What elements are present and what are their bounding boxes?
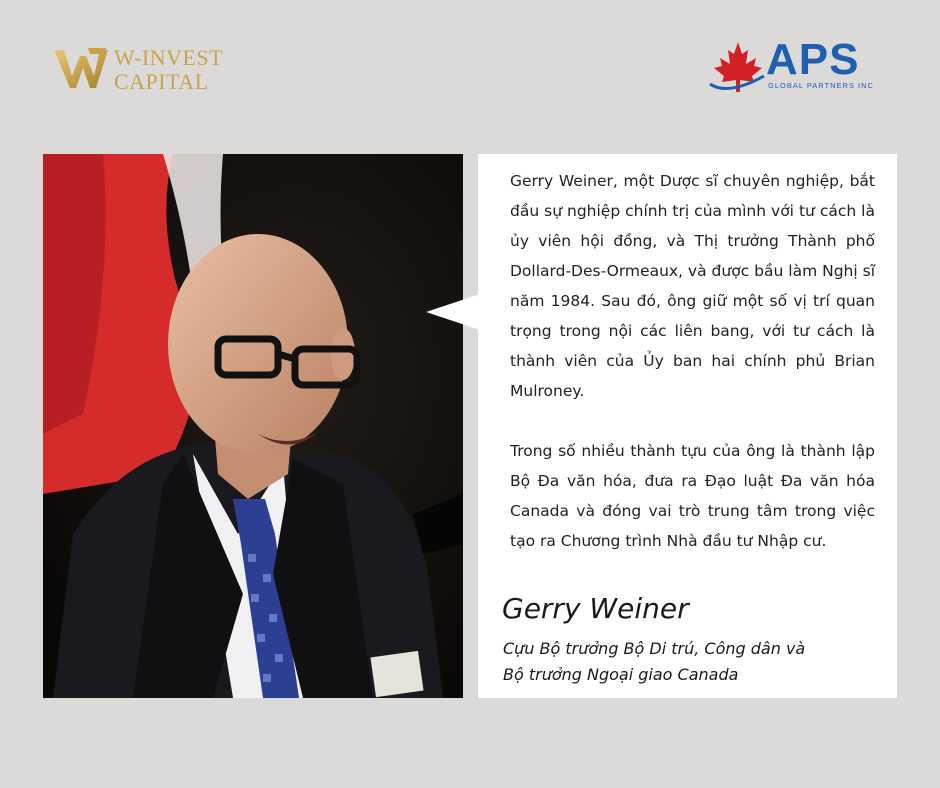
aps-global-partners-logo	[708, 36, 888, 100]
person-title-line-2: Bộ trưởng Ngoại giao Canada	[503, 665, 739, 684]
person-name: Gerry Weiner	[502, 592, 689, 625]
winvest-line2: CAPITAL	[114, 69, 209, 94]
bio-paragraph-1: Gerry Weiner, một Dược sĩ chuyên nghiệp, bắt đầu sự nghiệp chính trị của mình với tư cách là ủy viên hội đồng, và Thị trưởng Thành phố Dollard-Des-Ormeaux, và được bầu làm Nghị sĩ năm 1984. Sau đó, ông giữ một số vị trí quan trọng trong nội các liên bang, với tư cách là thành viên của Ủy ban hai chính phủ Brian Mulroney.	[510, 172, 875, 400]
portrait-photo	[43, 154, 463, 698]
winvest-monogram-icon	[52, 46, 110, 90]
name-badge	[370, 651, 423, 697]
winvest-line1: W-INVEST	[114, 45, 224, 70]
quote-card	[478, 154, 897, 698]
maple-leaf-icon	[708, 40, 766, 96]
person-title-line-1: Cựu Bộ trưởng Bộ Di trú, Công dân và	[503, 639, 806, 658]
aps-brand-name: APS	[766, 35, 860, 84]
bio-paragraph-2: Trong số nhiều thành tựu của ông là thành lập Bộ Đa văn hóa, đưa ra Đạo luật Đa văn hóa Canada và đóng vai trò trung tâm trong việc tạo ra Chương trình Nhà đầu tư Nhập cư.	[510, 442, 875, 550]
speaker-illustration	[43, 154, 463, 698]
winvest-capital-logo	[52, 44, 232, 94]
aps-subtitle: GLOBAL PARTNERS INC	[768, 81, 874, 90]
bio-text	[510, 166, 875, 586]
speech-pointer	[426, 294, 480, 330]
